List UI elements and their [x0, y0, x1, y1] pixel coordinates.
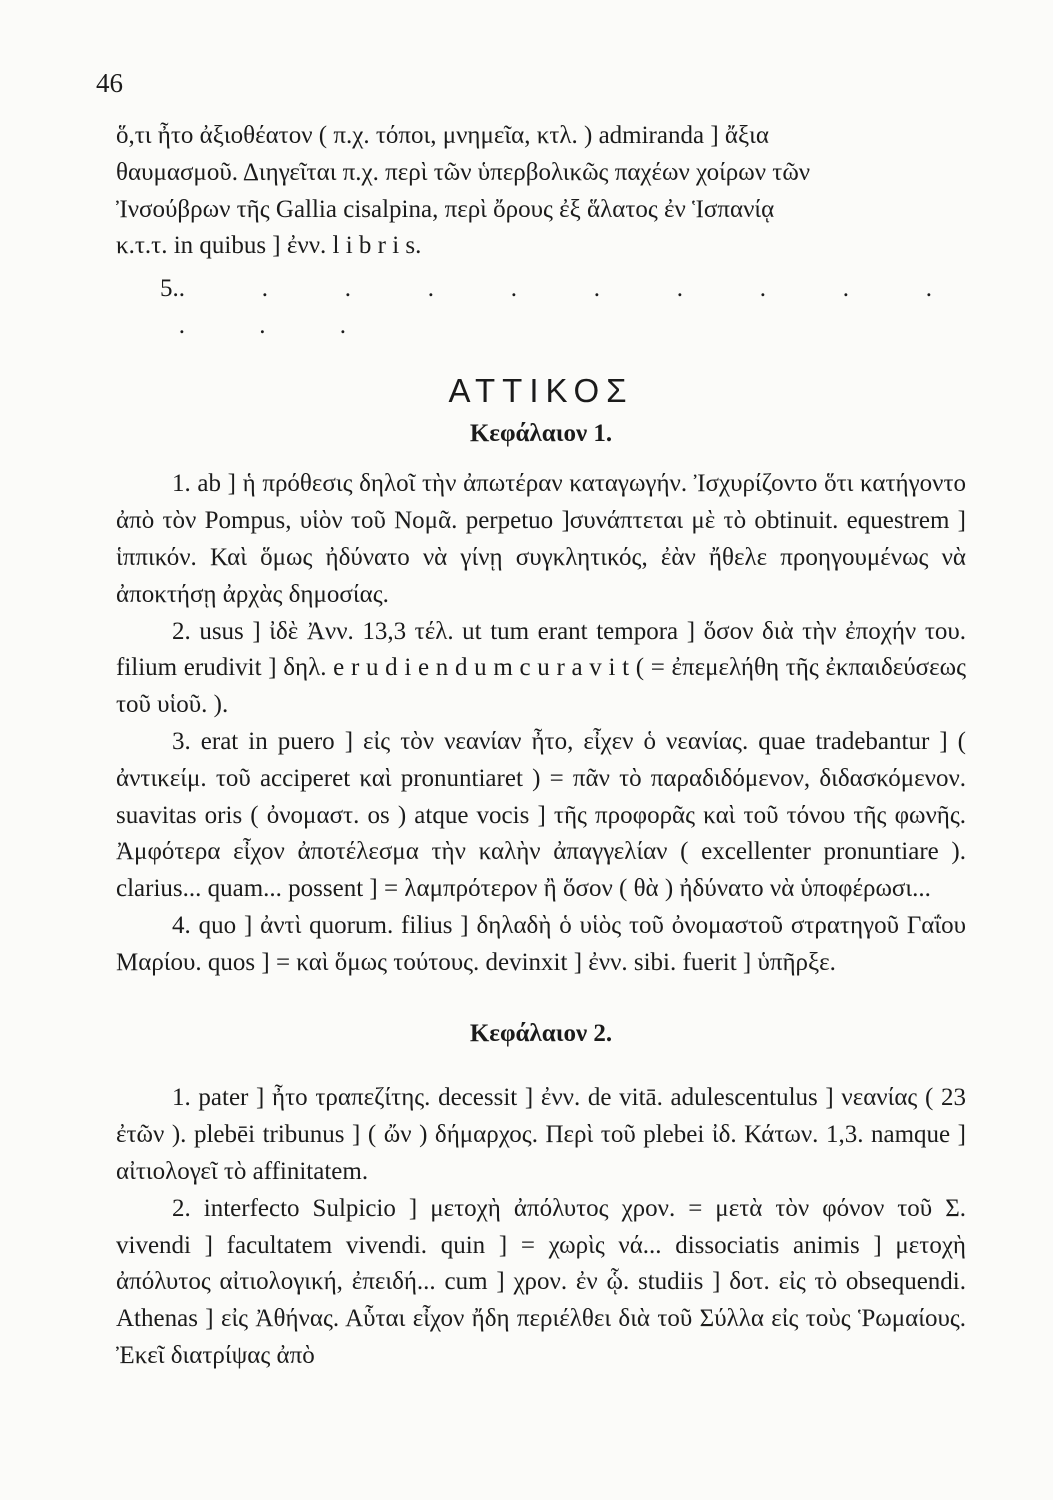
- commentary-paragraph: 2. interfecto Sulpicio ] μετοχὴ ἀπόλυτος χρον. = μετὰ τὸν φόνον τοῦ Σ. vivendi ] facultatem vivendi. quin ] = χωρὶς νά... dissociatis animis ] μετοχὴ ἀπόλυτος αἰτιολογική, ἐπειδή... cum ] χρον. ἐν ᾧ. studiis ] δοτ. εἰς τὸ obsequendi. Athenas ] εἰς Ἀθήνας. Αὗται εἶχον ἤδη περιέλθει διὰ τοῦ Σύλλα εἰς τοὺς Ῥωμαίους. Ἐκεῖ διατρίψας ἀπὸ: [116, 1194, 966, 1369]
- intro-line: θαυμασμοῦ. Διηγεῖται π.χ. περὶ τῶν ὑπερβολικῶς παχέων χοίρων τῶν: [116, 158, 811, 186]
- elided-note-line: [116, 271, 966, 345]
- chapter-heading-2: Κεφάλαιον 2.: [469, 1019, 613, 1047]
- commentary-paragraph: 1. pater ] ἦτο τραπεζίτης. decessit ] ἐνν. de vitā. adulescentulus ] νεανίας ( 23 ἐτῶν ). plebēi tribunus ] ( ὤν ) δήμαρχος. Περὶ τοῦ plebei ἰδ. Κάτων. 1,3. namque ] αἰτιολογεῖ τὸ affinitatem.: [116, 1084, 966, 1185]
- commentary-paragraph: 4. quo ] ἀντὶ quorum. filius ] δηλαδὴ ὁ υἱὸς τοῦ ὀνομαστοῦ στρατηγοῦ Γαΐου Μαρίου. quos ] = καὶ ὅμως τούτους. devinxit ] ἐνν. sibi. fuerit ] ὑπῆρξε.: [116, 911, 966, 976]
- section-title: ΑΤΤΙΚΟΣ: [448, 371, 634, 409]
- commentary-paragraph: 1. ab ] ἡ πρόθεσις δηλοῖ τὴν ἀπωτέραν καταγωγήν. Ἰσχυρίζοντο ὅτι κατήγοντο ἀπὸ τὸν Pompus, υἱὸν τοῦ Νομᾶ. perpetuo ]συνάπτεται μὲ τὸ obtinuit. equestrem ] ἱππικόν. Καὶ ὅμως ἠδύνατο νὰ γίνῃ συγκλητικός, ἐὰν ἤθελε προηγουμένως νὰ ἀποκτήσῃ ἀρχὰς δημοσίας.: [116, 470, 966, 608]
- commentary-paragraph: 3. erat in puero ] εἰς τὸν νεανίαν ἦτο, εἶχεν ὁ νεανίας. quae tradebantur ] ( ἀντικείμ. τοῦ acciperet καὶ pronuntiaret ) = πᾶν τὸ παραδιδόμενον, διδασκόμενον. suavitas oris ( ὀνομαστ. os ) atque vocis ] τῆς προφορᾶς καὶ τοῦ τόνου τῆς φωνῆς. Ἀμφότερα εἶχον ἀποτέλεσμα τὴν καλὴν ἀπαγγελίαν ( excellenter pronuntiare ). clarius... quam... possent ] = λαμπρότερον ἢ ὅσον ( θὰ ) ἠδύνατο νὰ ὑποφέρωσι...: [116, 727, 966, 903]
- intro-line: κ.τ.τ. in quibus ] ἐνν. l i b r i s.: [116, 232, 422, 260]
- page-body: [116, 118, 966, 1375]
- chapter-heading-1: Κεφάλαιον 1.: [469, 419, 613, 447]
- page-number: 46: [96, 68, 123, 98]
- note-number: 5.: [160, 275, 179, 303]
- ellipsis-dots: . . . . . . . . . . . . .: [178, 275, 966, 339]
- commentary-paragraph: 2. usus ] ἰδὲ Ἀνν. 13,3 τέλ. ut tum erant tempora ] ὅσον διὰ τὴν ἐποχήν του. filium erudivit ] δηλ. e r u d i e n d u m c u r a v i t ( = ἐπεμελήθη τῆς ἐκπαιδεύσεως τοῦ υἱοῦ. ).: [116, 617, 966, 719]
- intro-line: ὅ,τι ἦτο ἀξιοθέατον ( π.χ. τόποι, μνημεῖα, κτλ. ) admiranda ] ἄξια: [116, 122, 769, 149]
- intro-line: Ἰνσούβρων τῆς Gallia cisalpina, περὶ ὄρους ἐξ ἅλατος ἐν Ἱσπανίᾳ: [116, 195, 775, 223]
